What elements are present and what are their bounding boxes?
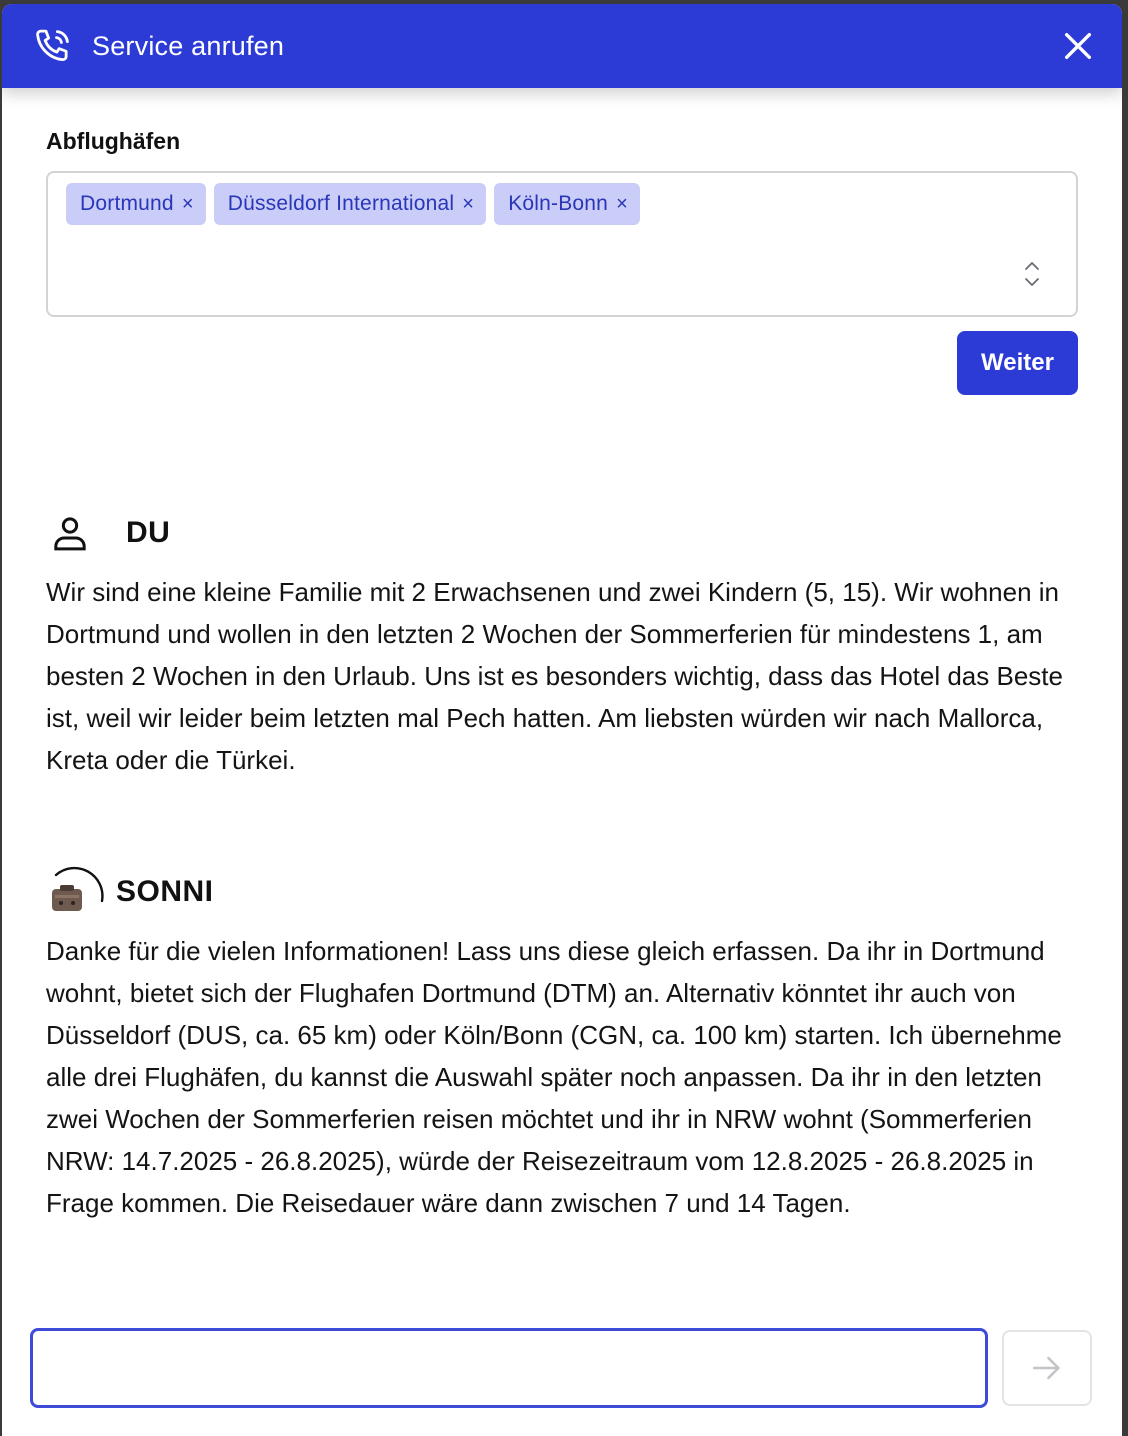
airport-chip-dortmund	[66, 183, 206, 225]
dialog-title: Service anrufen	[92, 30, 285, 61]
airport-chip-duesseldorf	[214, 183, 486, 225]
chip-label: Düsseldorf International	[227, 192, 455, 215]
close-icon	[1061, 29, 1095, 63]
message-header	[46, 509, 1086, 557]
chat-message-user	[46, 509, 1086, 781]
phone-call-icon	[32, 25, 74, 67]
airport-chip-koeln-bonn	[494, 183, 640, 225]
remove-chip-icon[interactable]: ×	[616, 192, 628, 215]
chip-label: Dortmund	[80, 192, 174, 215]
airports-label: Abflughäfen	[46, 128, 181, 154]
arrow-right-icon	[1030, 1351, 1064, 1385]
dialog-content	[2, 88, 1122, 395]
chat-message-assistant	[46, 862, 1086, 1224]
remove-chip-icon[interactable]: ×	[462, 192, 475, 215]
service-call-dialog	[2, 4, 1122, 1436]
sonni-avatar-icon	[46, 865, 106, 919]
sender-name: SONNI	[116, 875, 214, 908]
chat-input[interactable]	[30, 1328, 988, 1408]
send-button[interactable]	[1002, 1330, 1092, 1406]
remove-chip-icon[interactable]: ×	[181, 192, 194, 215]
chevron-up-down-icon[interactable]	[1022, 259, 1042, 289]
selected-airports	[66, 183, 1058, 225]
form-actions	[46, 331, 1078, 395]
airports-multiselect[interactable]	[46, 171, 1078, 317]
sender-name: DU	[126, 516, 171, 549]
user-icon	[50, 513, 90, 553]
close-button[interactable]	[1056, 24, 1100, 68]
message-text: Danke für die vielen Informationen! Lass uns diese gleich erfassen. Da ihr in Dortmund wohnt, bietet sich der Flughafen Dortmund (DTM) an. Alternativ könntet ihr auch von Düsseldorf (DUS, ca. 65 km) oder Köln/Bonn (CGN, ca. 100 km) starten. Ich übernehme alle drei Flughäfen, du kannst die Auswahl später noch anpassen. Da ihr in den letzten zwei Wochen der Sommerferien reisen möchtet und ihr in NRW wohnt (Sommerferien NRW: 14.7.2025 - 26.8.2025), würde der Reisezeitraum vom 12.8.2025 - 26.8.2025 in Frage kommen. Die Reisedauer wäre dann zwischen 7 und 14 Tagen.	[46, 936, 1062, 1218]
message-text: Wir sind eine kleine Familie mit 2 Erwachsenen und zwei Kindern (5, 15). Wir wohnen in Dortmund und wollen in den letzten 2 Wochen der Sommerferien für mindestens 1, am besten 2 Wochen in den Urlaub. Uns ist es besonders wichtig, dass das Hotel das Beste ist, weil wir leider beim letzten mal Pech hatten. Am liebsten würden wir nach Mallorca, Kreta oder die Türkei.	[46, 577, 1063, 775]
message-header	[46, 862, 1086, 922]
next-button[interactable]: Weiter	[957, 331, 1078, 395]
chip-label: Köln-Bonn	[508, 192, 609, 215]
dialog-header	[2, 4, 1122, 88]
